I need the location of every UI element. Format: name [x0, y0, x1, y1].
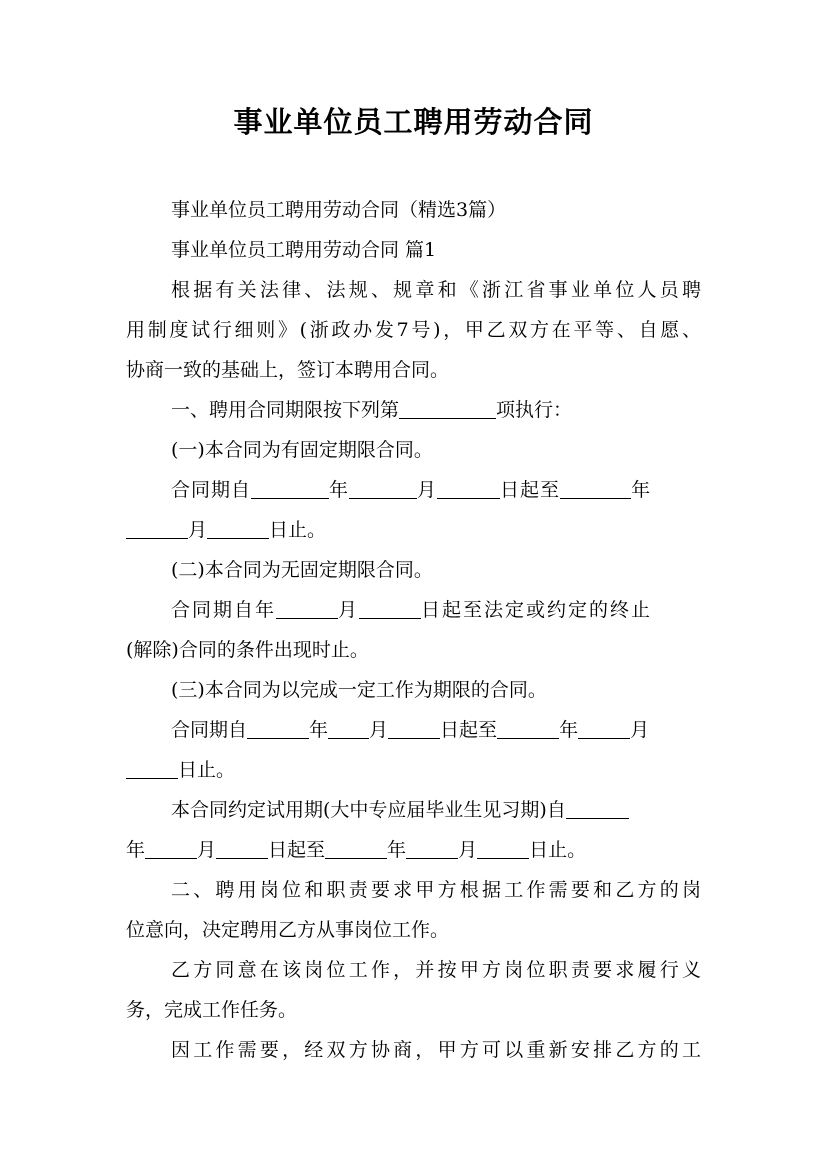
- paragraph-8-text-g: 日止。: [178, 759, 236, 781]
- paragraph-2: [171, 397, 701, 423]
- paragraph-9-text-c: 月: [197, 839, 217, 861]
- blank-field: [406, 838, 458, 859]
- blank-field: [207, 518, 269, 539]
- paragraph-2-text-a: 一、聘用合同期限按下列第: [171, 399, 400, 421]
- paragraph-8-text-a: 合同期自: [171, 719, 248, 741]
- paragraph-4-text-d: 日起至: [500, 479, 561, 501]
- paragraph-9-text-g: 日止。: [529, 839, 587, 861]
- blank-field: [359, 598, 421, 619]
- paragraph-2-text-b: 项执行：: [496, 399, 573, 421]
- paragraph-9-text-b: 年: [126, 839, 146, 861]
- paragraph-7: (三)本合同为以完成一定工作为期限的合同。: [171, 679, 547, 701]
- blank-field: [251, 478, 329, 499]
- paragraph-8-text-d: 日起至: [440, 719, 498, 741]
- blank-field: [388, 718, 440, 739]
- paragraph-11-line-2: 务，完成工作任务。: [126, 999, 298, 1021]
- paragraph-8-text-f: 月: [630, 719, 650, 741]
- blank-field: [126, 518, 188, 539]
- blank-field: [126, 758, 178, 779]
- paragraph-9-text-d: 日起至: [268, 839, 326, 861]
- paragraph-9-text-f: 月: [458, 839, 478, 861]
- paragraph-3: (一)本合同为有固定期限合同。: [171, 439, 433, 461]
- paragraph-9-text-e: 年: [387, 839, 407, 861]
- paragraph-4-line-1: [171, 477, 701, 503]
- paragraph-4-text-e: 年: [631, 479, 652, 501]
- blank-field: [497, 718, 559, 739]
- paragraph-9-line-1: [171, 797, 701, 823]
- blank-field: [566, 798, 629, 819]
- paragraph-6-text-b: 月: [338, 599, 360, 621]
- paragraph-12-line-1: 因工作需要，经双方协商，甲方可以重新安排乙方的工: [171, 1039, 701, 1061]
- paragraph-6-text-a: 合同期自年: [171, 599, 277, 621]
- paragraph-6-text-c: 日起至法定或约定的终止: [421, 599, 653, 621]
- paragraph-9-text-a: 本合同约定试用期(大中专应届毕业生见习期)自: [171, 799, 566, 821]
- paragraph-4-text-g: 日止。: [269, 519, 327, 541]
- paragraph-4-text-b: 年: [329, 479, 350, 501]
- paragraph-8-text-c: 月: [369, 719, 389, 741]
- paragraph-1-line-1: 根据有关法律、法规、规章和《浙江省事业单位人员聘: [171, 279, 701, 301]
- blank-field: [399, 398, 496, 419]
- paragraph-4-text-a: 合同期自: [171, 479, 252, 501]
- blank-field: [276, 598, 338, 619]
- paragraph-8-line-2: [126, 757, 701, 783]
- paragraph-1-line-2: 用制度试行细则》(浙政办发7号)，甲乙双方在平等、自愿、: [126, 319, 701, 341]
- blank-field: [216, 838, 268, 859]
- paragraph-10-line-1: 二、聘用岗位和职责要求甲方根据工作需要和乙方的岗: [171, 879, 701, 901]
- blank-field: [247, 718, 309, 739]
- blank-field: [325, 838, 387, 859]
- paragraph-10-line-2: 位意向，决定聘用乙方从事岗位工作。: [126, 919, 450, 941]
- blank-field: [437, 478, 500, 499]
- paragraph-4-text-f: 月: [188, 519, 208, 541]
- paragraph-8-text-e: 年: [559, 719, 579, 741]
- paragraph-1-line-3: 协商一致的基础上，签订本聘用合同。: [126, 359, 450, 381]
- paragraph-9-line-2: [126, 837, 701, 863]
- blank-field: [578, 718, 630, 739]
- paragraph-6-line-2: (解除)合同的条件出现时止。: [126, 639, 369, 661]
- document-subtitle: 事业单位员工聘用劳动合同（精选3篇）: [171, 199, 507, 221]
- paragraph-5: (二)本合同为无固定期限合同。: [171, 559, 433, 581]
- paragraph-8-text-b: 年: [309, 719, 329, 741]
- blank-field: [477, 838, 529, 859]
- paragraph-11-line-1: 乙方同意在该岗位工作，并按甲方岗位职责要求履行义: [171, 959, 701, 981]
- blank-field: [560, 478, 631, 499]
- paragraph-6-line-1: [171, 597, 701, 623]
- paragraph-8-line-1: [171, 717, 701, 743]
- paragraph-4-text-c: 月: [417, 479, 438, 501]
- blank-field: [145, 838, 197, 859]
- blank-field: [328, 718, 369, 739]
- document-title: 事业单位员工聘用劳动合同: [233, 105, 594, 139]
- paragraph-4-line-2: [126, 517, 701, 543]
- blank-field: [349, 478, 417, 499]
- section-heading: 事业单位员工聘用劳动合同 篇1: [171, 239, 437, 261]
